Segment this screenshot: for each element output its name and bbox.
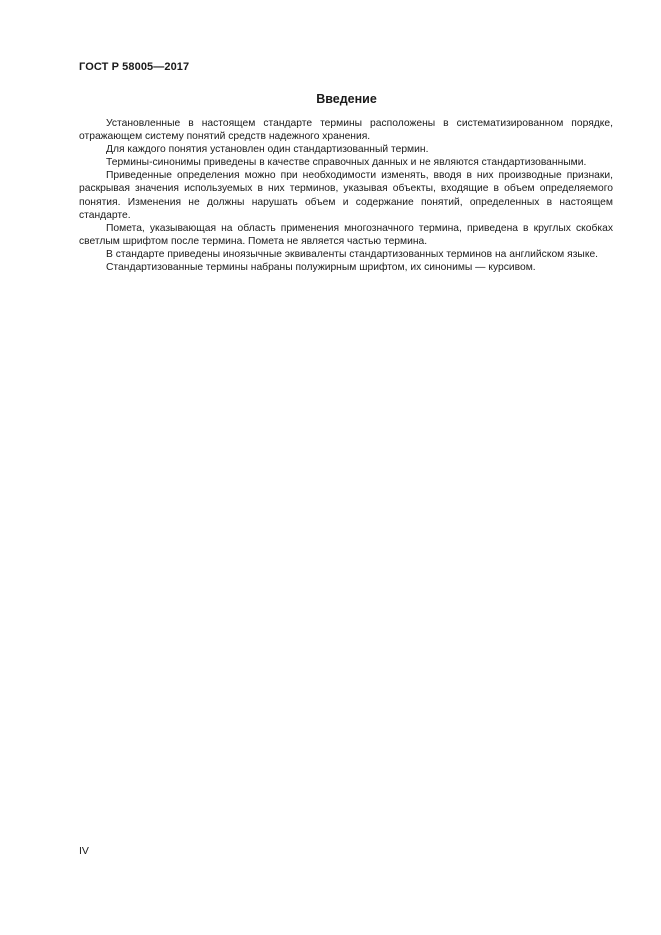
paragraph-one-term: Для каждого понятия установлен один стандартизованный термин. (106, 144, 429, 156)
paragraph-term-order: Установленные в настоящем стандарте термины расположены в систематизированном порядке, отражающем систему понятий средств надежного хранения. (79, 118, 613, 143)
paragraph-typography: Стандартизованные термины набраны полужирным шрифтом, их синонимы — курсивом. (106, 262, 536, 274)
section-title: Введение (316, 92, 377, 106)
introduction-body (79, 117, 613, 274)
paragraph-marks: Помета, указывающая на область применения многозначного термина, приведена в круглых скобках светлым шрифтом после термина. Помета не является частью термина. (79, 222, 613, 247)
page-number: IV (79, 845, 89, 857)
document-code: ГОСТ Р 58005—2017 (79, 61, 190, 73)
paragraph-foreign-equivalents: В стандарте приведены иноязычные эквиваленты стандартизованных терминов на английском языке. (106, 248, 599, 260)
paragraph-definitions: Приведенные определения можно при необходимости изменять, вводя в них производные признаки, раскрывая значения используемых в них терминов, указывая объекты, входящие в объем определяемого понятия. Изменения не должны нарушать объем и содержание понятий, определенных в настоящем стандарте. (79, 170, 613, 221)
paragraph-synonyms: Термины-синонимы приведены в качестве справочных данных и не являются стандартизованными. (106, 157, 587, 169)
